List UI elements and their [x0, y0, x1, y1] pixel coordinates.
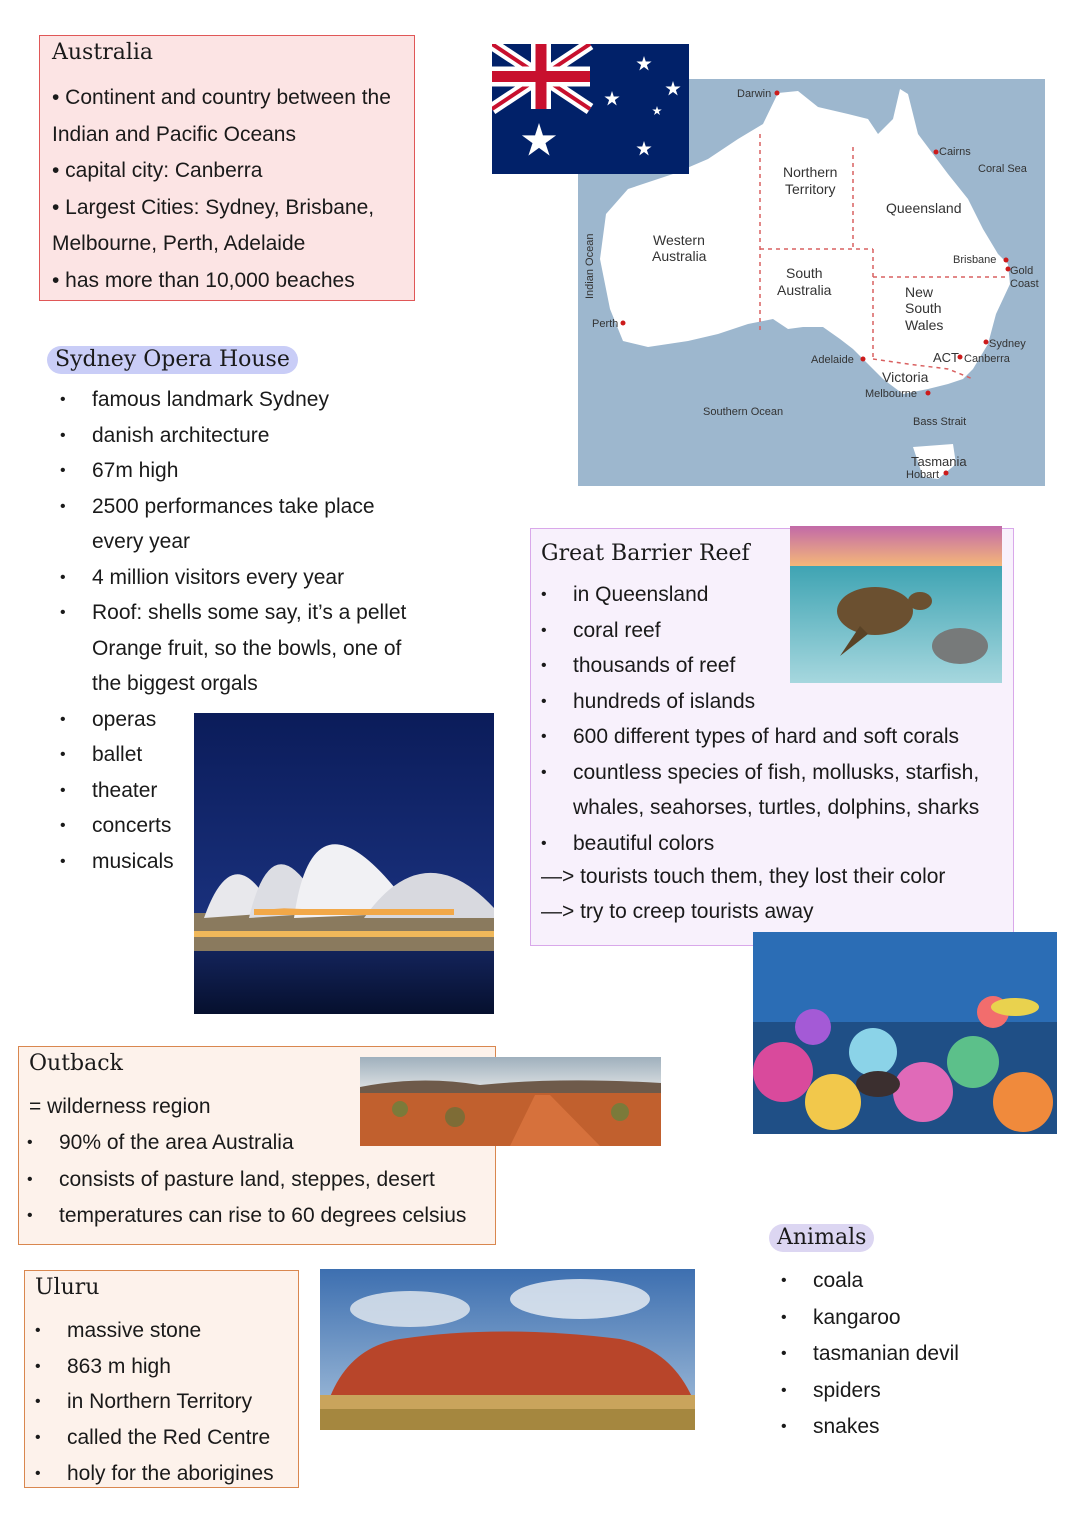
- uluru-photo: [320, 1269, 695, 1430]
- map-label-perth: Perth: [592, 318, 619, 330]
- map-label-nsw: Wales: [905, 317, 944, 333]
- map-label-south-australia: Australia: [777, 282, 832, 298]
- map-label-western-australia: Australia: [652, 248, 707, 264]
- list-item: • theater: [54, 773, 474, 809]
- list-item: • tasmanian devil: [775, 1336, 1035, 1373]
- map-label-victoria: Victoria: [882, 369, 929, 385]
- flag-graphic: [492, 44, 689, 174]
- opera-house-graphic: [194, 713, 494, 1014]
- list-item: • spiders: [775, 1373, 1035, 1410]
- list-item: • concerts: [54, 808, 474, 844]
- uluru-title: Uluru: [35, 1275, 100, 1300]
- opera-title: Sydney Opera House: [47, 346, 298, 374]
- map-label-sydney: Sydney: [989, 338, 1026, 350]
- map-label-queensland: Queensland: [886, 200, 962, 216]
- list-item: • danish architecture: [54, 418, 474, 454]
- map-label-tasmania: Tasmania: [911, 454, 967, 469]
- list-item: • coala: [775, 1263, 1035, 1300]
- list-item: • snakes: [775, 1409, 1035, 1446]
- fact-line: • capital city: Canberra: [52, 159, 263, 182]
- fact-line: Indian and Pacific Oceans: [52, 122, 296, 146]
- list-item: • 90% of the area Australia: [21, 1125, 491, 1161]
- list-item: • 2500 performances take place every year: [54, 489, 474, 560]
- list-item: • famous landmark Sydney: [54, 382, 474, 418]
- map-label-melbourne: Melbourne: [865, 388, 917, 400]
- list-item: • in Queensland: [535, 577, 1005, 613]
- list-item: • kangaroo: [775, 1300, 1035, 1337]
- list-item: • massive stone: [29, 1313, 299, 1349]
- list-item: • hundreds of islands: [535, 684, 1005, 720]
- reef-arrow-note: —> tourists touch them, they lost their color: [541, 865, 946, 888]
- map-label-northern-territory: Northern: [783, 164, 838, 180]
- opera-house-photo: [194, 713, 494, 1014]
- animals-title: Animals: [769, 1224, 874, 1252]
- list-item: • in Northern Territory: [29, 1384, 299, 1420]
- map-label-gold-coast: Gold: [1010, 265, 1034, 277]
- list-item: • 600 different types of hard and soft corals: [535, 719, 1005, 755]
- australia-title: Australia: [52, 40, 154, 65]
- coral-reef-photo: [753, 932, 1057, 1134]
- uluru-graphic: [320, 1269, 695, 1430]
- list-item: • countless species of fish, mollusks, starfish, whales, seahorses, turtles, dolphins, sharks: [535, 755, 1005, 826]
- map-label-canberra: Canberra: [964, 353, 1010, 365]
- map-label-hobart: Hobart: [906, 469, 940, 481]
- map-label-adelaide: Adelaide: [811, 354, 854, 366]
- fact-line: Melbourne, Perth, Adelaide: [52, 232, 306, 255]
- map-label-nsw: New: [905, 284, 934, 300]
- list-item: • ballet: [54, 737, 474, 773]
- map-label-act: ACT: [933, 350, 959, 365]
- list-item: • thousands of reef: [535, 648, 1005, 684]
- outback-graphic: [360, 1057, 661, 1146]
- map-label-bass-strait: Bass Strait: [913, 416, 967, 428]
- list-item: • 863 m high: [29, 1349, 299, 1385]
- list-item: • coral reef: [535, 613, 1005, 649]
- map-label-coral-sea: Coral Sea: [978, 163, 1027, 175]
- list-item: • operas: [54, 702, 474, 738]
- map-label-nsw: South: [905, 300, 942, 316]
- map-label-northern-territory: Territory: [785, 181, 836, 197]
- list-item: • 67m high: [54, 453, 474, 489]
- list-item: • holy for the aborigines: [29, 1456, 299, 1492]
- turtle-graphic: [790, 526, 1002, 683]
- outback-title: Outback: [29, 1051, 123, 1076]
- fact-line: • has more than 10,000 beaches: [52, 268, 355, 292]
- uluru-list: [29, 1313, 299, 1492]
- list-item: • musicals: [54, 844, 474, 880]
- fact-line: • Continent and country between the: [52, 86, 391, 109]
- map-label-southern-ocean: Southern Ocean: [703, 406, 784, 418]
- outback-road-photo: [360, 1057, 661, 1146]
- list-item: • called the Red Centre: [29, 1420, 299, 1456]
- list-item: • consists of pasture land, steppes, desert: [21, 1162, 491, 1198]
- animals-title-wrap: [769, 1224, 874, 1252]
- union-jack: [492, 44, 590, 109]
- map-label-gold-coast: Coast: [1010, 278, 1039, 290]
- fact-line: • Largest Cities: Sydney, Brisbane,: [52, 195, 375, 219]
- map-label-south-australia: South: [786, 265, 823, 281]
- list-item: • Roof: shells some say, it’s a pellet Orange fruit, so the bowls, one of the biggest orgals: [54, 595, 474, 702]
- list-item: • 4 million visitors every year: [54, 560, 474, 596]
- uluru-box: [24, 1270, 299, 1488]
- map-label-cairns: Cairns: [939, 146, 971, 158]
- australia-box: [39, 35, 415, 301]
- coral-graphic: [753, 932, 1057, 1134]
- outback-intro: = wilderness region: [29, 1095, 211, 1118]
- animals-list: [775, 1263, 1035, 1446]
- sea-turtle-photo: [790, 526, 1002, 683]
- map-label-indian-ocean: Indian Ocean: [584, 233, 596, 299]
- reef-title: Great Barrier Reef: [541, 541, 750, 566]
- list-item: • beautiful colors: [535, 826, 1005, 862]
- map-label-brisbane: Brisbane: [953, 254, 997, 266]
- map-label-darwin: Darwin: [737, 88, 772, 100]
- map-label-western-australia: Western: [653, 232, 705, 248]
- list-item: • temperatures can rise to 60 degrees celsius: [21, 1198, 491, 1234]
- australia-facts: [52, 80, 391, 299]
- reef-arrow-note: —> try to creep tourists away: [541, 900, 814, 923]
- australian-flag: [492, 44, 689, 174]
- opera-section-title-wrap: [47, 346, 298, 374]
